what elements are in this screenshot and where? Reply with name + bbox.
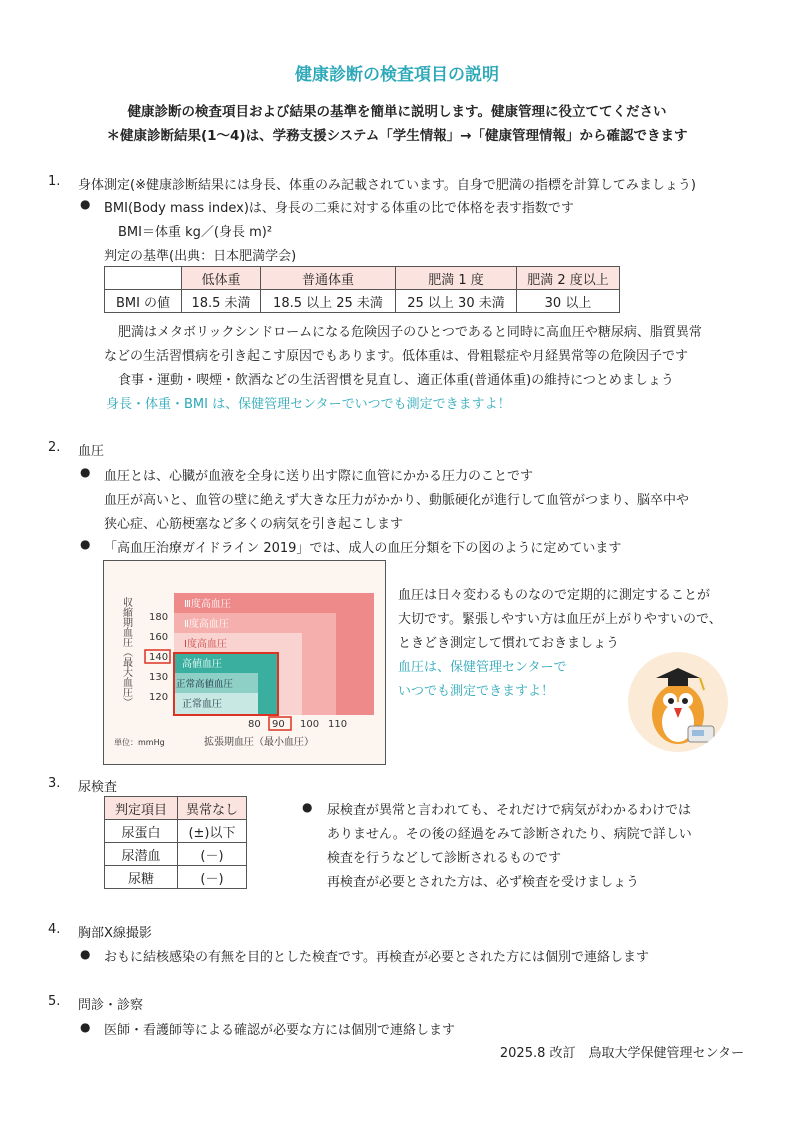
subtitle-line-2: ＊健康診断結果(1～4)は、学務支援システム「学生情報」→「健康管理情報」から確認できます bbox=[106, 128, 688, 144]
bullet-icon: ● bbox=[80, 465, 91, 479]
y-tick-label: 180 bbox=[149, 612, 169, 623]
xray-text: おもに結核感染の有無を目的とした検査です。再検査が必要とされた方には個別で連絡します bbox=[104, 950, 649, 965]
x-tick-label: 110 bbox=[328, 719, 348, 730]
table-cell: 18.5 以上 25 未満 bbox=[261, 290, 396, 313]
zone-label-grade3: Ⅲ度高血圧 bbox=[184, 599, 231, 610]
urine-text-1: 尿検査が異常と言われても、それだけで病気がわかるわけでは bbox=[327, 803, 692, 818]
table-cell: 尿蛋白 bbox=[105, 820, 178, 843]
bp-side-4: 血圧は、保健管理センターで bbox=[398, 660, 567, 675]
y-axis-label: 収縮期血圧（最大血圧） bbox=[120, 597, 132, 707]
table-cell: (－) bbox=[178, 843, 247, 866]
x-tick-label: 100 bbox=[300, 719, 320, 730]
zone-label-grade1: Ⅰ度高血圧 bbox=[184, 639, 227, 650]
y-tick-label: 130 bbox=[149, 672, 169, 683]
urine-text-4: 再検査が必要とされた方は、必ず検査を受けましょう bbox=[327, 875, 640, 890]
section-1-heading: 身体測定(※健康診断結果には身長、体重のみ記載されています。自身で肥満の指標を計算してみましょう) bbox=[78, 178, 696, 193]
x-tick-label: 80 bbox=[248, 719, 261, 730]
table-cell: 異常なし bbox=[178, 797, 247, 820]
table-cell: 肥満 2 度以上 bbox=[517, 267, 620, 290]
zone-label-normal: 正常血圧 bbox=[182, 699, 222, 710]
table-cell: 普通体重 bbox=[261, 267, 396, 290]
table-cell: 尿潜血 bbox=[105, 843, 178, 866]
table-cell: 18.5 未満 bbox=[182, 290, 261, 313]
y-tick-label: 120 bbox=[149, 692, 169, 703]
bullet-icon: ● bbox=[80, 197, 91, 211]
section-5-number: 5. bbox=[48, 994, 61, 1009]
section-4-heading: 胸部X線撮影 bbox=[78, 926, 152, 941]
subtitle-line-1: 健康診断の検査項目および結果の基準を簡単に説明します。健康管理に役立ててください bbox=[127, 104, 667, 120]
bp-side-1: 血圧は日々変わるものなので定期的に測定することが bbox=[398, 588, 711, 603]
section-3-heading: 尿検査 bbox=[78, 780, 118, 795]
table-row bbox=[105, 866, 247, 889]
bp-side-2: 大切です。緊張しやすい方は血圧が上がりやすいので、 bbox=[398, 612, 722, 627]
y-tick-label: 140 bbox=[149, 652, 169, 663]
bp-line-1: 血圧とは、心臓が血液を全身に送り出す際に血管にかかる圧力のことです bbox=[104, 469, 534, 484]
page-title: 健康診断の検査項目の説明 bbox=[295, 65, 499, 85]
urine-text-3: 検査を行うなどして診断されるものです bbox=[327, 851, 562, 866]
bp-side-3: ときどき測定して慣れておきましょう bbox=[398, 636, 620, 651]
bp-line-2: 血圧が高いと、血管の壁に絶えず大きな圧力がかかり、動脈硬化が進行して血管がつまり、脳卒中や bbox=[104, 493, 690, 508]
y-tick-label: 160 bbox=[149, 632, 169, 643]
bmi-definition: BMI(Body mass index)は、身長の二乗に対する体重の比で体格を表す指数です bbox=[104, 201, 574, 216]
section-2-number: 2. bbox=[48, 440, 61, 455]
section-5-heading: 問診・診察 bbox=[78, 998, 144, 1013]
zone-label-normal-high: 正常高値血圧 bbox=[176, 679, 234, 690]
bmi-table bbox=[104, 266, 620, 313]
table-cell bbox=[105, 267, 182, 290]
section-2-heading: 血圧 bbox=[78, 444, 105, 459]
table-cell: (±)以下 bbox=[178, 820, 247, 843]
urine-table-header bbox=[105, 797, 247, 820]
footer-revision: 2025.8 改訂 鳥取大学保健管理センター bbox=[499, 1046, 744, 1061]
bullet-icon: ● bbox=[302, 800, 313, 814]
zone-label-grade2: Ⅱ度高血圧 bbox=[184, 619, 229, 630]
x-axis-label: 拡張期血圧（最小血圧） bbox=[204, 737, 314, 748]
consult-text: 医師・看護師等による確認が必要な方には個別で連絡します bbox=[104, 1023, 456, 1038]
mascot-image bbox=[628, 652, 728, 752]
bmi-formula: BMI＝体重 kg／(身長 m)² bbox=[118, 225, 273, 240]
table-cell: 30 以上 bbox=[517, 290, 620, 313]
obesity-para-1: 肥満はメタボリックシンドロームになる危険因子のひとつであると同時に高血圧や糖尿病、脂質異常 bbox=[118, 325, 702, 340]
bp-side-5: いつでも測定できますよ！ bbox=[398, 684, 555, 699]
bullet-icon: ● bbox=[80, 537, 91, 551]
table-cell: 肥満 1 度 bbox=[396, 267, 517, 290]
table-cell: 尿糖 bbox=[105, 866, 178, 889]
unit-label: 単位：mmHg bbox=[114, 738, 165, 747]
bmi-table-row bbox=[105, 290, 620, 313]
blood-pressure-chart bbox=[103, 560, 386, 765]
table-row bbox=[105, 843, 247, 866]
bullet-icon: ● bbox=[80, 1020, 91, 1034]
bullet-icon: ● bbox=[80, 947, 91, 961]
section-1-number: 1. bbox=[48, 174, 61, 189]
zone-label-high: 高値血圧 bbox=[182, 659, 222, 670]
criteria-label: 判定の基準(出典：日本肥満学会) bbox=[104, 249, 297, 264]
table-cell: 低体重 bbox=[182, 267, 261, 290]
x-tick-label: 90 bbox=[272, 719, 285, 730]
table-cell: BMI の値 bbox=[105, 290, 182, 313]
urine-text-2: ありません。その後の経過をみて診断されたり、病院で詳しい bbox=[327, 827, 692, 842]
section-3-number: 3. bbox=[48, 776, 61, 791]
table-cell: 判定項目 bbox=[105, 797, 178, 820]
table-cell: (－) bbox=[178, 866, 247, 889]
table-cell: 25 以上 30 未満 bbox=[396, 290, 517, 313]
bp-guideline: 「高血圧治療ガイドライン 2019」では、成人の血圧分類を下の図のように定めています bbox=[104, 541, 622, 556]
bp-line-3: 狭心症、心筋梗塞など多くの病気を引き起こします bbox=[104, 517, 404, 532]
table-row bbox=[105, 820, 247, 843]
obesity-para-3: 食事・運動・喫煙・飲酒などの生活習慣を見直し、適正体重(普通体重)の維持につとめましょう bbox=[118, 373, 674, 388]
obesity-para-2: などの生活習慣病を引き起こす原因でもあります。低体重は、骨粗鬆症や月経異常等の危険因子です bbox=[104, 349, 688, 364]
measure-note: 身長・体重・BMI は、保健管理センターでいつでも測定できますよ！ bbox=[106, 397, 511, 412]
bmi-table-header bbox=[105, 267, 620, 290]
urine-table bbox=[104, 796, 247, 889]
section-4-number: 4. bbox=[48, 922, 61, 937]
